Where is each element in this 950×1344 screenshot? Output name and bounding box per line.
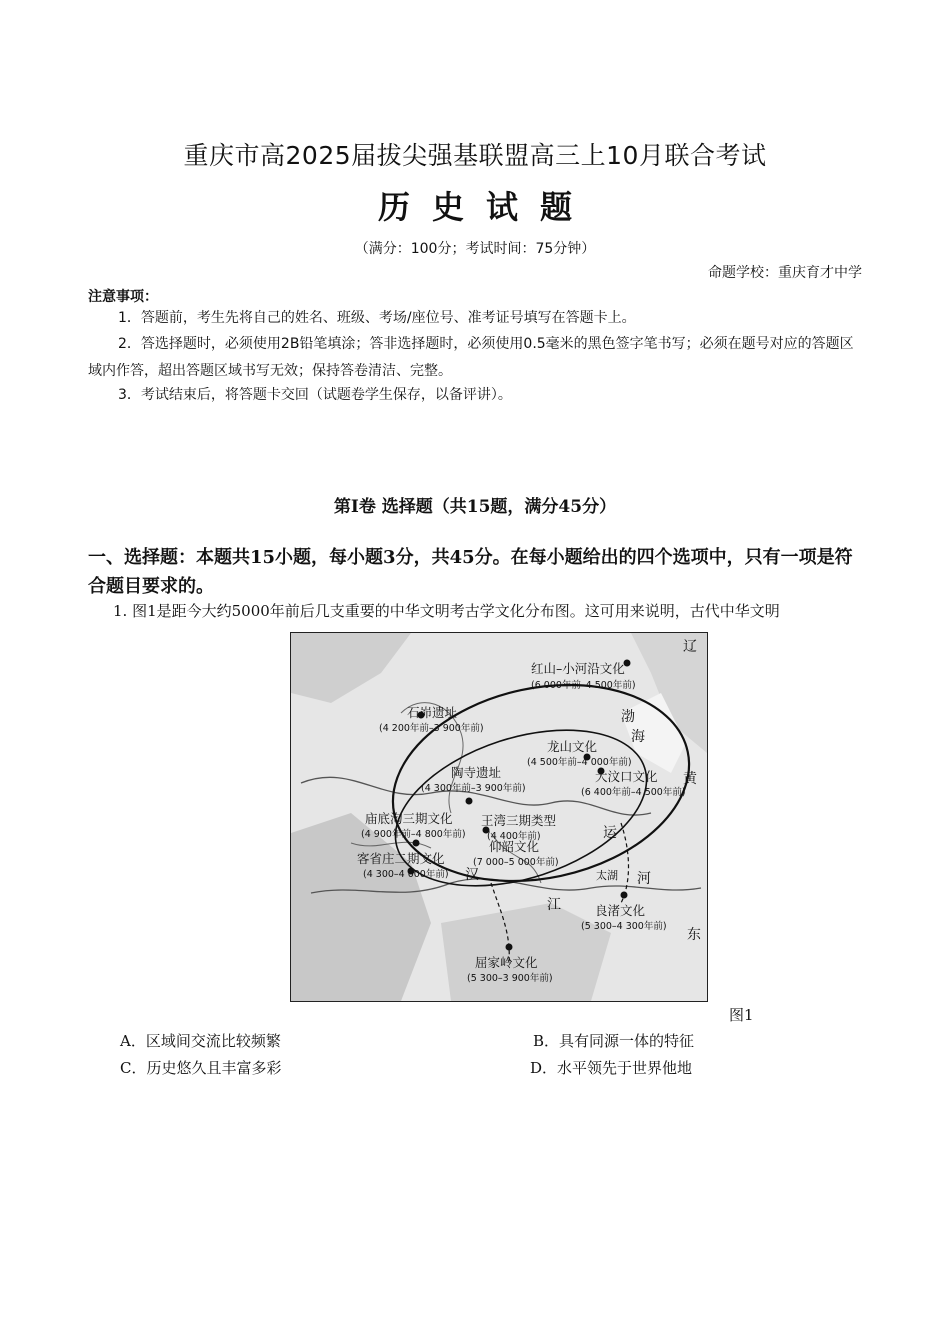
exam-meta: （满分：100分；考试时间：75分钟） [354,241,596,257]
option-d: D．水平领先于世界他地 [530,1059,693,1077]
site-name-qujialing: 屈家岭文化 [475,955,538,970]
site-date-longshan: (4 500年前–4 000年前) [527,757,632,768]
figure-caption: 图1 [729,1006,754,1024]
geo-label-bo: 渤 [621,709,635,725]
geo-label-jiang: 江 [547,897,561,913]
option-a: A．区域间交流比较频繁 [120,1032,281,1050]
site-name-shimao: 石峁遗址 [407,705,458,720]
exam-title: 重庆市高2025届拔尖强基联盟高三上10月联合考试 [183,141,767,170]
geo-label-hai: 海 [631,729,645,745]
site-date-keshengzhuang: (4 300–4 000年前) [363,869,449,880]
site-date-hongshan: (6 000年前–4 500年前) [531,680,636,691]
geo-label-dong: 东 [687,927,701,943]
notes-heading: 注意事项： [88,289,158,305]
site-date-taosi: (4 300年前–3 900年前) [421,783,526,794]
question-1-stem: 1. 图1是距今大约5000年前后几支重要的中华文明考古学文化分布图。这可用来说明，古代中华文明 [113,602,780,620]
site-date-shimao: (4 200年前–3 900年前) [379,723,484,734]
site-date-dawenkou: (6 400年前–4 500年前) [581,787,686,798]
note-item-2: 2．答选择题时，必须使用2B铅笔填涂；答非选择题时，必须使用0.5毫米的黑色签字笔书写；必须在题号对应的答题区域内作答，超出答题区域书写无效；保持答卷清洁、完整。 [88,336,854,379]
geo-label-taihu: 太湖 [596,869,618,882]
site-name-miaodigou: 庙底沟三期文化 [365,811,453,826]
site-date-liangzhu: (5 300–4 300年前) [581,921,667,932]
option-b: B．具有同源一体的特征 [533,1032,695,1050]
site-date-miaodigou: (4 900年前–4 800年前) [361,829,466,840]
site-name-longshan: 龙山文化 [547,739,598,754]
site-name-wangwan: 王湾三期类型 [481,813,557,828]
site-date-wangwan: (4 400年前) [487,831,541,842]
geo-label-han: 汉 [465,867,479,883]
geo-label-liao: 辽 [683,639,697,655]
geo-label-yun: 运 [603,825,617,841]
geo-label-he: 河 [637,871,651,887]
site-name-taosi: 陶寺遗址 [451,765,502,780]
note-item-1: 1．答题前，考生先将自己的姓名、班级、考场/座位号、准考证号填写在答题卡上。 [118,310,636,326]
site-date-yangshao: (7 000–5 000年前) [473,857,559,868]
part-title: 第Ⅰ卷 选择题（共15题，满分45分） [333,497,617,517]
site-name-keshengzhuang: 客省庄二期文化 [357,851,445,866]
site-date-qujialing: (5 300–3 900年前) [467,973,553,984]
geo-label-huang: 黄 [683,771,697,787]
site-name-hongshan: 红山–小河沿文化 [531,661,625,676]
site-name-yangshao: 仰韶文化 [489,839,540,854]
note-item-3: 3．考试结束后，将答题卡交回（试题卷学生保存，以备评讲）。 [118,387,512,403]
subject-title: 历史试题 [377,188,594,226]
site-name-dawenkou: 大汶口文化 [595,769,658,784]
figure-1-map [290,632,708,1002]
school-name: 命题学校：重庆育才中学 [708,265,862,281]
site-name-liangzhu: 良渚文化 [595,903,646,918]
section-title: 一、选择题：本题共15小题，每小题3分，共45分。在每小题给出的四个选项中，只有一项是符合题目要求的。 [88,547,853,597]
option-c: C．历史悠久且丰富多彩 [120,1059,282,1077]
